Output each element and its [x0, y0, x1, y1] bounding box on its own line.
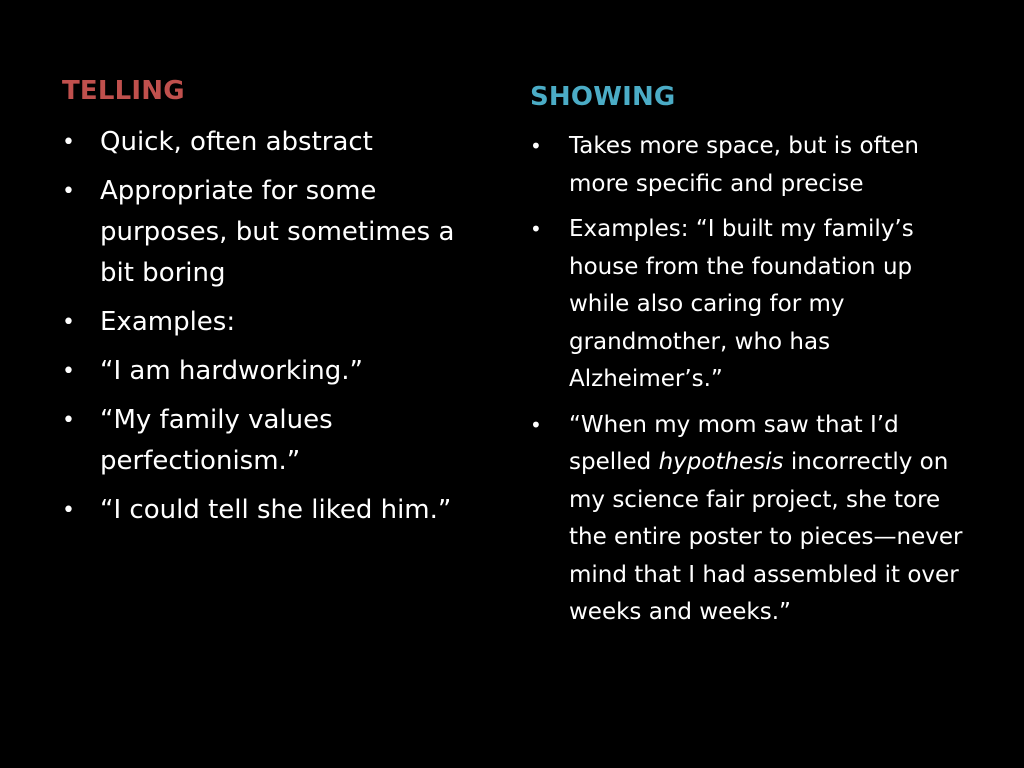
telling-item-text: “My family values perfectionism.”	[100, 405, 333, 476]
telling-heading: TELLING	[62, 76, 185, 106]
bullet-icon: •	[62, 130, 75, 155]
bullet-icon: •	[62, 408, 75, 433]
showing-item-hypothesis	[530, 407, 970, 632]
telling-item-text: Quick, often abstract	[100, 127, 373, 157]
showing-item-examples	[530, 211, 970, 399]
telling-item-perfectionism	[62, 400, 492, 482]
bullet-icon: •	[62, 498, 75, 523]
showing-item-emphasis: hypothesis	[658, 449, 784, 475]
telling-item-hardworking	[62, 351, 492, 392]
bullet-icon: •	[62, 179, 75, 204]
telling-item-quick	[62, 122, 492, 163]
telling-column	[62, 74, 492, 539]
showing-item-text: Examples: “I built my family’s house from the foundation up while also caring for my grandmother, who has Alzheimer’s.”	[569, 216, 914, 392]
bullet-icon: •	[62, 310, 75, 335]
showing-item-space	[530, 128, 970, 203]
telling-item-examples	[62, 302, 492, 343]
bullet-icon: •	[530, 217, 542, 241]
bullet-icon: •	[530, 134, 542, 158]
telling-item-text: “I could tell she liked him.”	[100, 495, 452, 525]
telling-item-liked-him	[62, 490, 492, 531]
telling-item-text: Appropriate for some purposes, but sometimes a bit boring	[100, 176, 455, 288]
showing-list	[530, 128, 970, 632]
telling-list	[62, 122, 492, 531]
showing-heading: SHOWING	[530, 82, 676, 112]
telling-item-appropriate	[62, 171, 492, 294]
showing-item-text: Takes more space, but is often more specific and precise	[569, 133, 919, 197]
showing-column	[530, 80, 970, 640]
bullet-icon: •	[62, 359, 75, 384]
bullet-icon: •	[530, 412, 542, 437]
telling-item-text: Examples:	[100, 307, 236, 337]
showing-item-text-after: incorrectly on my science fair project, she tore the entire poster to pieces—never mind that I had assembled it over weeks and weeks.”	[569, 449, 963, 625]
telling-item-text: “I am hardworking.”	[100, 356, 363, 386]
showing-item-text-before: “When my mom saw that I’d spelled	[569, 411, 899, 475]
